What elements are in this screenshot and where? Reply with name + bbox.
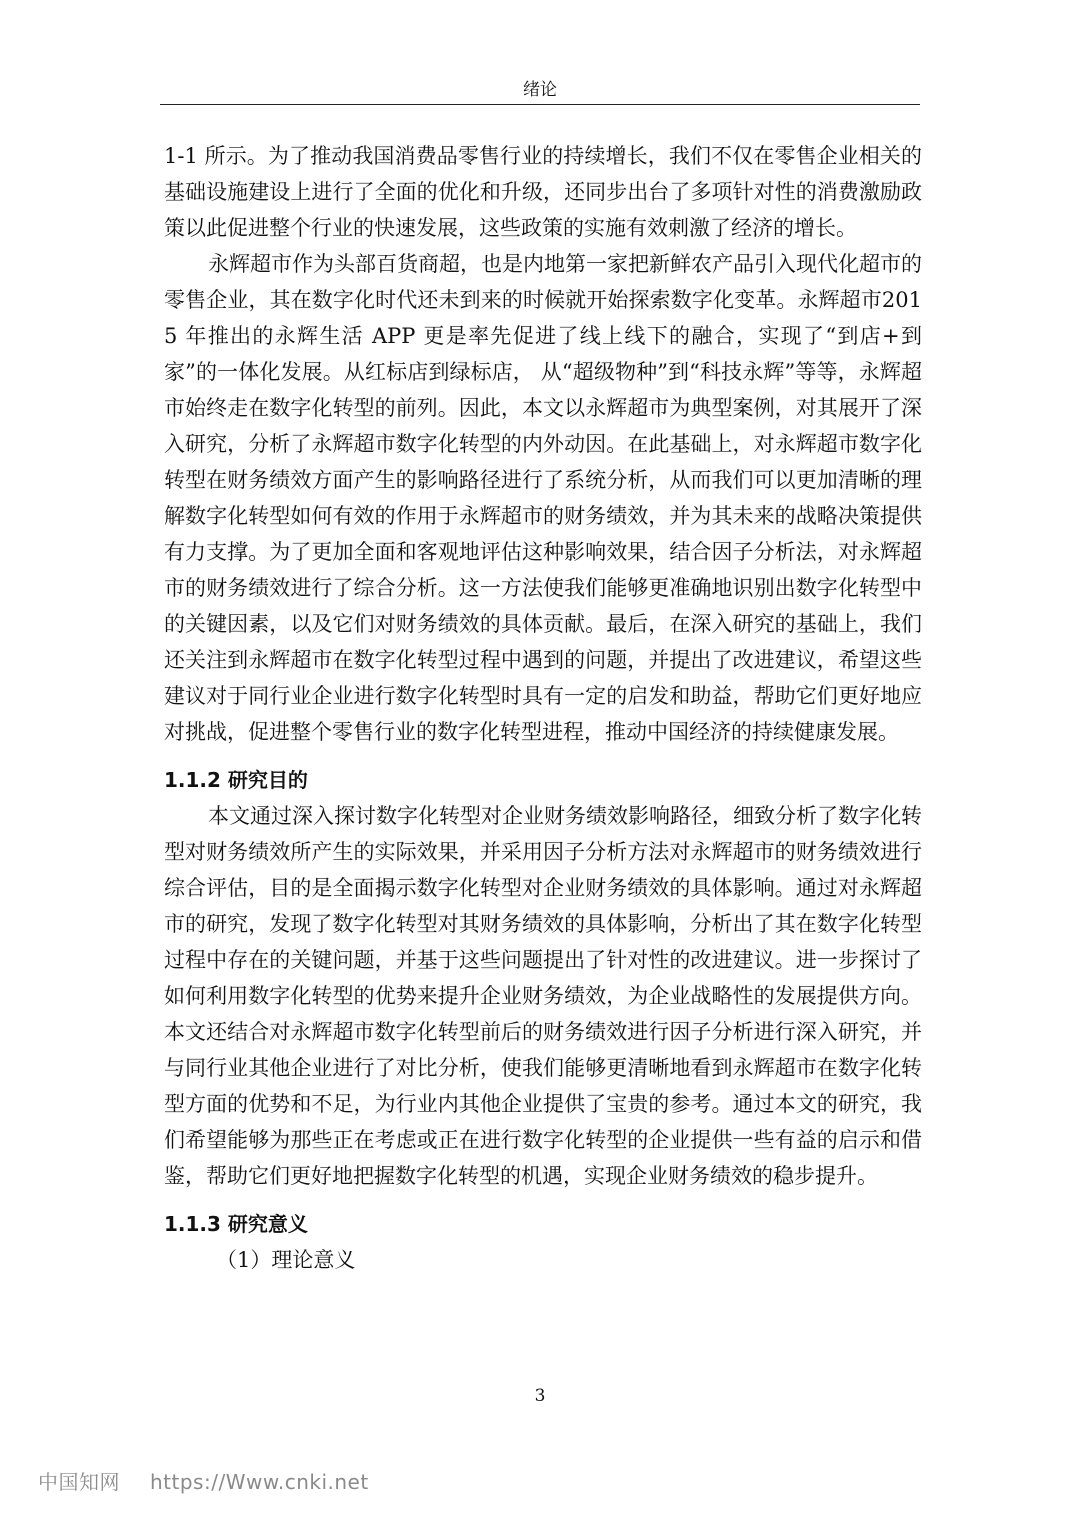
paragraph-yonghui-overview: 永辉超市作为头部百货商超，也是内地第一家把新鲜农产品引入现代化超市的零售企业，其在数字化时代还未到来的时候就开始探索数字化变革。永辉超市2015 年推出的永辉生活 APP 更是率先促进了线上线下的融合，实现了“到店+到家”的一体化发展。从红标店到绿标店， 从“超级物种”到“科技永辉”等等，永辉超市始终走在数字化转型的前列。因此，本文以永辉超市为典型案例，对其展开了深入研究，分析了永辉超市数字化转型的内外动因。在此基础上，对永辉超市数字化转型在财务绩效方面产生的影响路径进行了系统分析，从而我们可以更加清晰的理解数字化转型如何有效的作用于永辉超市的财务绩效，并为其未来的战略决策提供有力支撑。为了更加全面和客观地评估这种影响效果，结合因子分析法，对永辉超市的财务绩效进行了综合分析。这一方法使我们能够更准确地识别出数字化转型中的关键因素，以及它们对财务绩效的具体贡献。最后，在深入研究的基础上，我们还关注到永辉超市在数字化转型过程中遇到的问题，并提出了改进建议，希望这些建议对于同行业企业进行数字化转型时具有一定的启发和助益，帮助它们更好地应对挑战，促进整个零售行业的数字化转型进程，推动中国经济的持续健康发展。 [164,252,922,744]
cnki-watermark [38,1466,369,1495]
watermark-url: https://Www.cnki.net [150,1470,369,1494]
running-header-title: 绪论 [523,80,557,100]
watermark-brand: 中国知网 [38,1470,120,1494]
page-body [164,138,922,1278]
header-rule [160,104,920,105]
section-heading-research-significance: 1.1.3 研究意义 [164,1212,308,1236]
sub-heading-theoretical-significance: （1）理论意义 [216,1248,356,1272]
page-number: 3 [534,1386,546,1406]
paragraph-research-purpose: 本文通过深入探讨数字化转型对企业财务绩效影响路径，细致分析了数字化转型对财务绩效所产生的实际效果，并采用因子分析方法对永辉超市的财务绩效进行综合评估，目的是全面揭示数字化转型对企业财务绩效的具体影响。通过对永辉超市的研究，发现了数字化转型对其财务绩效的具体影响，分析出了其在数字化转型过程中存在的关键问题，并基于这些问题提出了针对性的改进建议。进一步探讨了如何利用数字化转型的优势来提升企业财务绩效，为企业战略性的发展提供方向。本文还结合对永辉超市数字化转型前后的财务绩效进行因子分析进行深入研究，并与同行业其他企业进行了对比分析，使我们能够更清晰地看到永辉超市在数字化转型方面的优势和不足，为行业内其他企业提供了宝贵的参考。通过本文的研究，我们希望能够为那些正在考虑或正在进行数字化转型的企业提供一些有益的启示和借鉴，帮助它们更好地把握数字化转型的机遇，实现企业财务绩效的稳步提升。 [164,804,922,1188]
section-heading-research-purpose: 1.1.2 研究目的 [164,768,308,792]
paragraph-continuation: 1-1 所示。为了推动我国消费品零售行业的持续增长，我们不仅在零售企业相关的基础设施建设上进行了全面的优化和升级，还同步出台了多项针对性的消费激励政策以此促进整个行业的快速发展，这些政策的实施有效刺激了经济的增长。 [164,144,922,240]
